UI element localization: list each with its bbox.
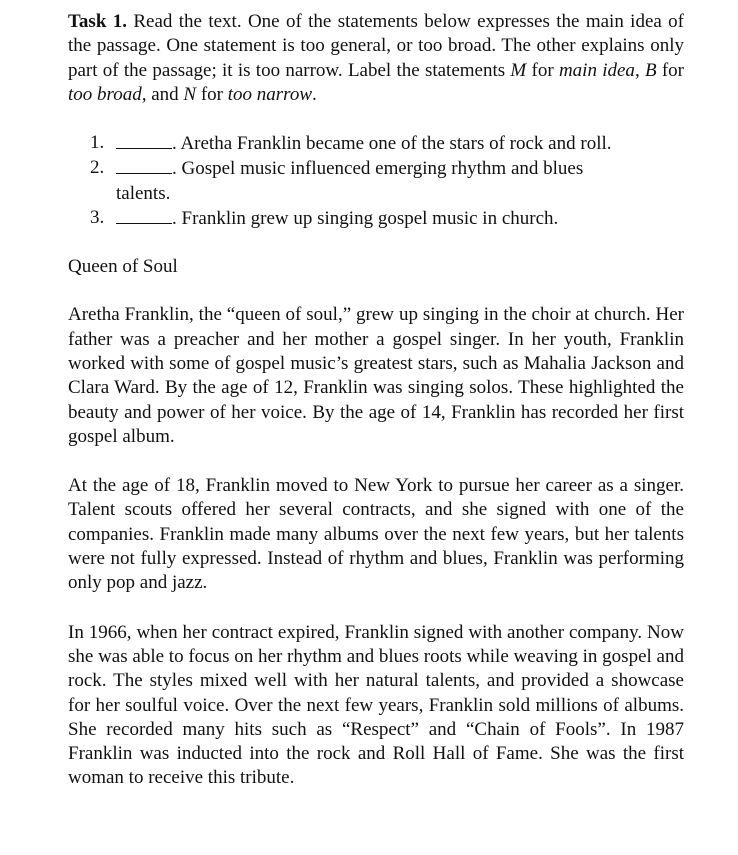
passage-paragraph-1: Aretha Franklin, the “queen of soul,” grew up singing in the choir at church. Her father was a preacher and her mother a gospel singer. In her youth, Franklin worked with some of gospel music’s greatest stars, such as Mahalia Jackson and Clara Ward. By the age of 12, Franklin was singing solos. These highlighted the beauty and power of her voice. By the age of 14, Franklin has recorded her first gospel album. bbox=[68, 304, 684, 447]
passage-paragraph-2: At the age of 18, Franklin moved to New York to pursue her career as a singer. Talent scouts offered her several contracts, and she signed with one of the companies. Franklin made many albums over the next few years, but her talents were not fully expressed. Instead of rhythm and blues, Franklin was performing only pop and jazz. bbox=[68, 475, 684, 594]
answer-blank-2[interactable] bbox=[116, 156, 172, 174]
statement-2 bbox=[68, 156, 684, 181]
statement-list bbox=[68, 131, 684, 231]
statement-text: . Aretha Franklin became one of the stars of rock and roll. bbox=[172, 133, 612, 155]
statement-number: 1. bbox=[90, 132, 105, 154]
answer-blank-1[interactable] bbox=[116, 131, 172, 149]
statement-text: . Franklin grew up singing gospel music in church. bbox=[172, 208, 559, 230]
statement-2-continuation bbox=[68, 182, 684, 206]
passage-title: Queen of Soul bbox=[68, 256, 178, 278]
statement-3 bbox=[68, 206, 684, 231]
answer-blank-3[interactable] bbox=[116, 206, 172, 224]
passage-paragraph-3: In 1966, when her contract expired, Franklin signed with another company. Now she was able to focus on her rhythm and blues roots while weaving in gospel and rock. The styles mixed well with her natural talents, and provided a showcase for her soulful voice. Over the next few years, Franklin sold millions of albums. She recorded many hits such as “Respect” and “Chain of Fools”. In 1987 Franklin was inducted into the rock and Roll Hall of Fame. She was the first woman to receive this tribute. bbox=[68, 621, 684, 789]
task-instructions: Task 1. Read the text. One of the statements below expresses the main idea of the passage. One statement is too general, or too broad. The other explains only part of the passage; it is too narrow. Label the statements M for main idea, B for too broad, and N for too narrow. bbox=[68, 11, 685, 105]
task-label: Task 1. bbox=[68, 11, 128, 32]
statement-number: 3. bbox=[90, 207, 105, 229]
document-page bbox=[68, 10, 684, 791]
statement-number: 2. bbox=[90, 157, 105, 179]
statement-text: . Gospel music influenced emerging rhythm and blues bbox=[172, 158, 584, 180]
statement-text-continued: talents. bbox=[116, 182, 171, 204]
statement-1 bbox=[68, 131, 684, 156]
